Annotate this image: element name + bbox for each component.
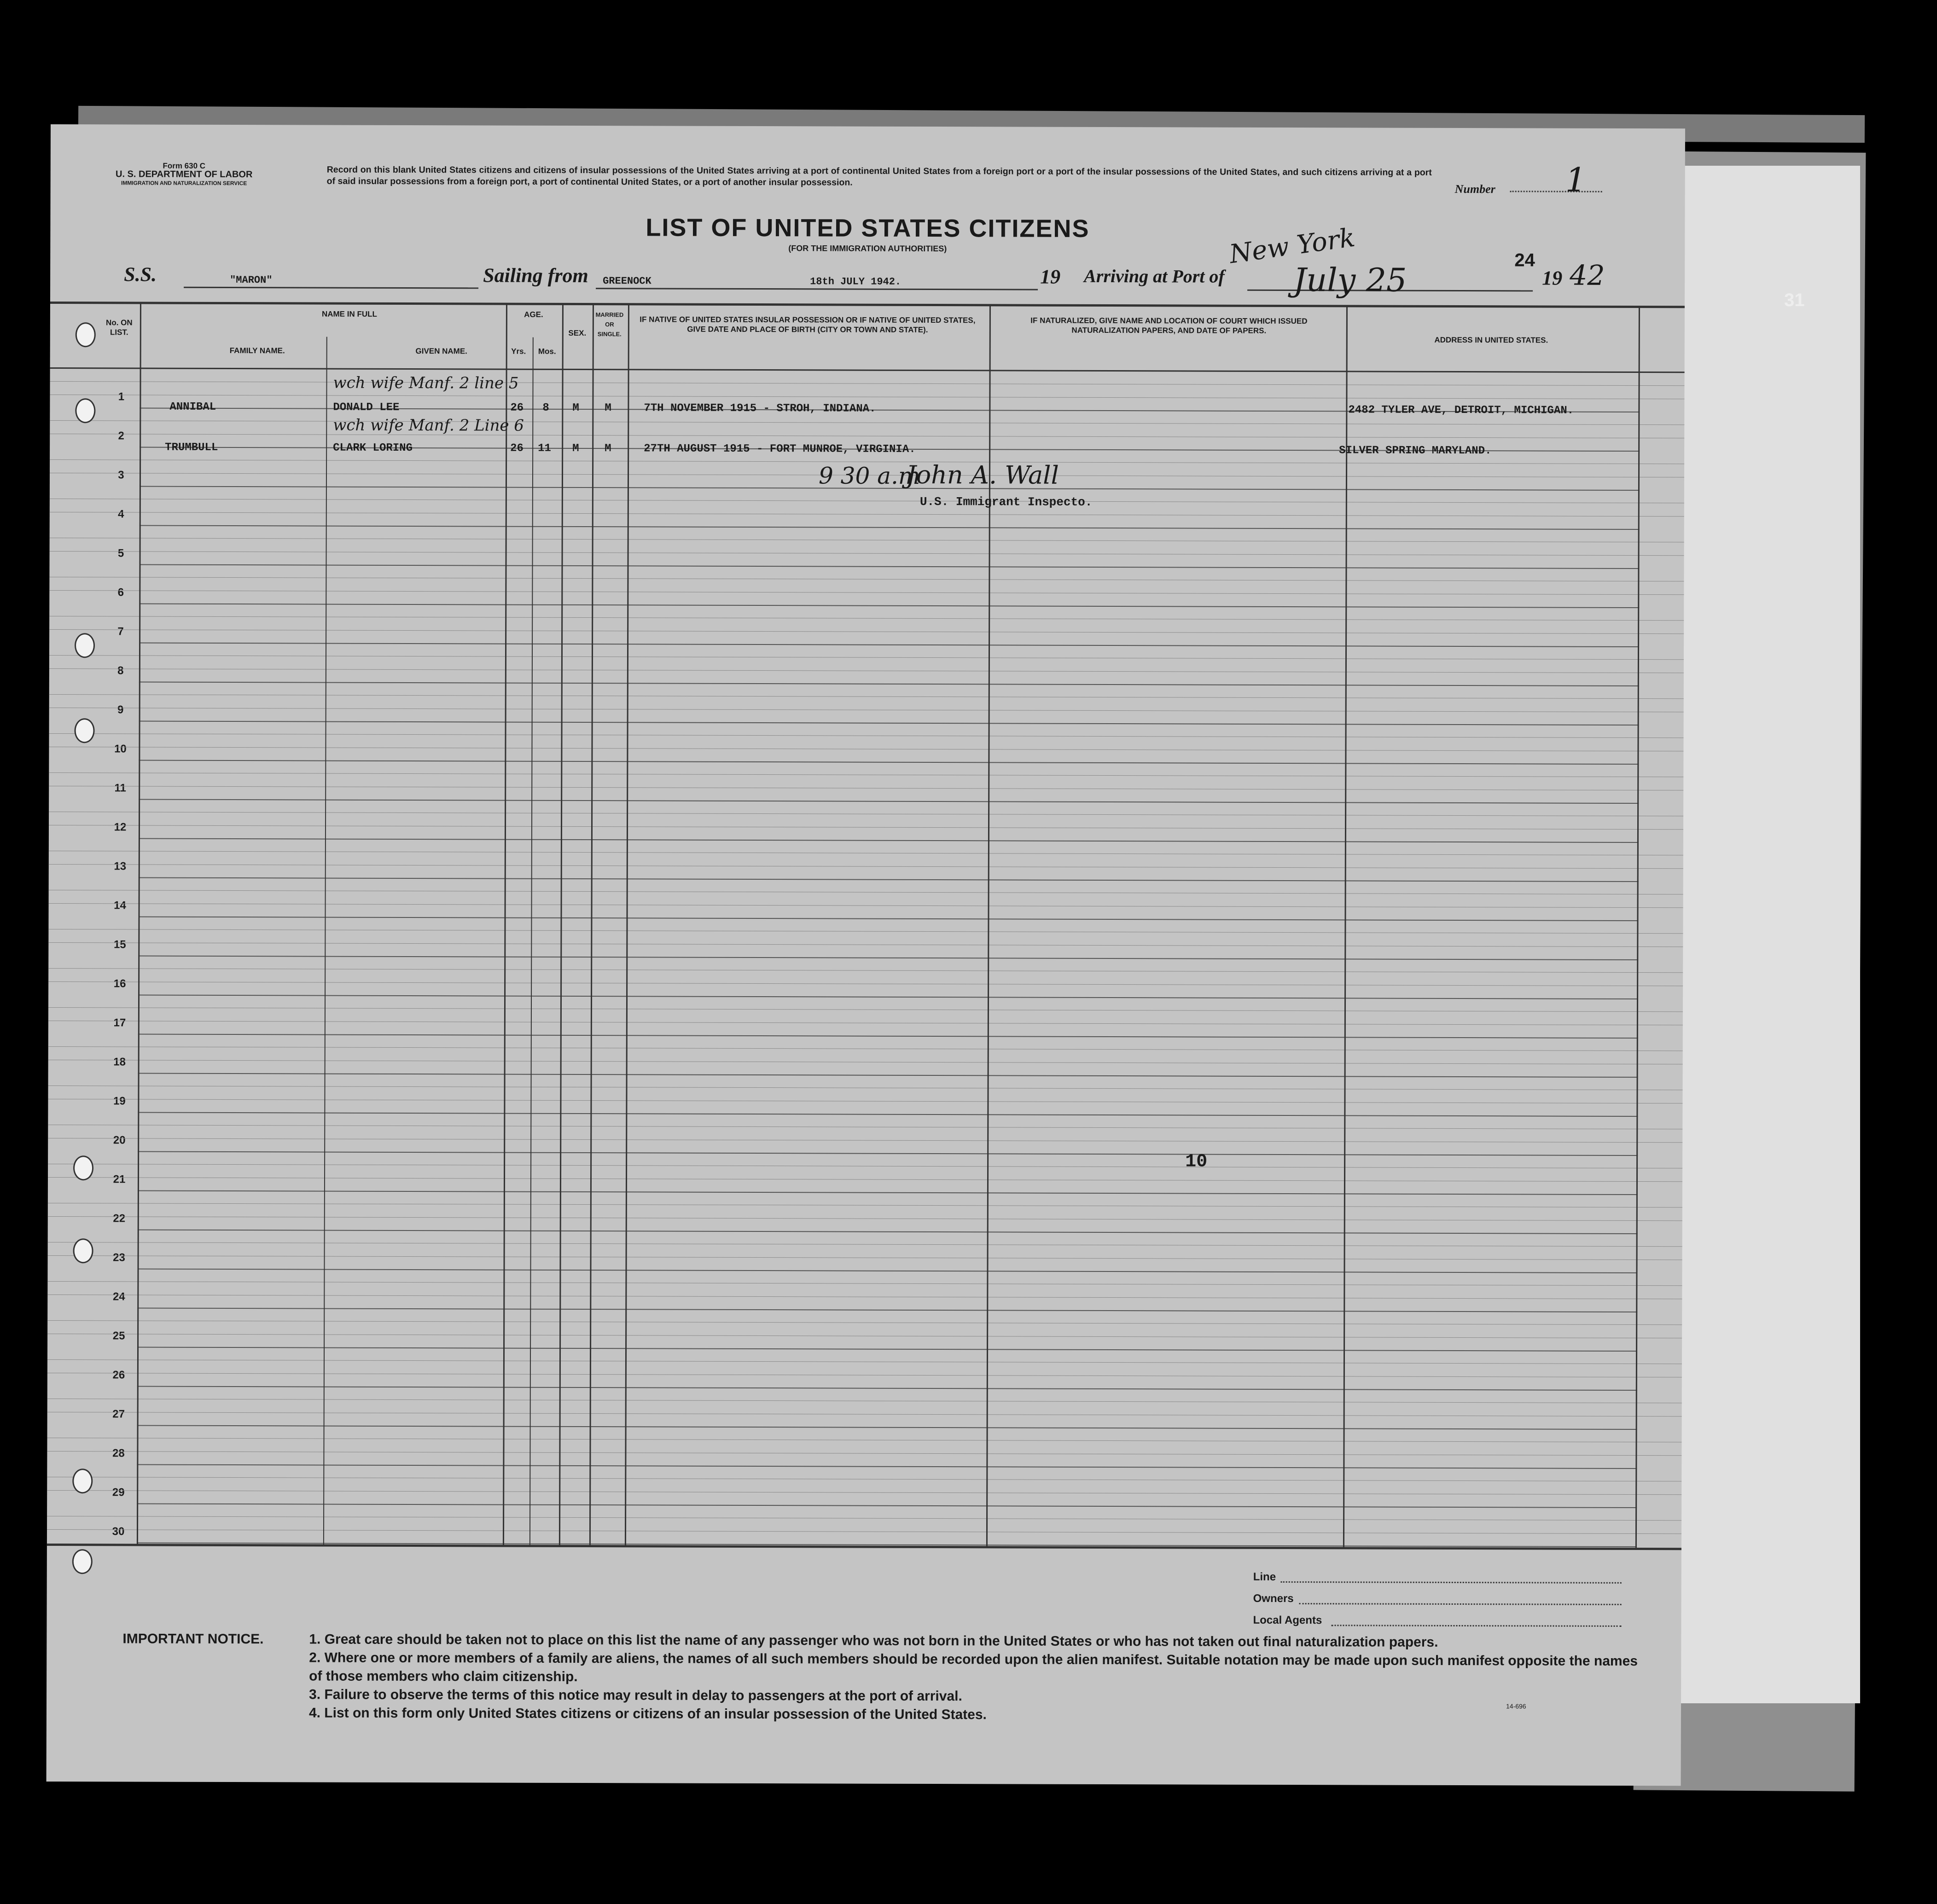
row-number: 19 bbox=[113, 1095, 126, 1108]
row-number: 5 bbox=[117, 547, 124, 560]
row-number: 25 bbox=[112, 1329, 125, 1342]
row-rule bbox=[140, 525, 1640, 530]
row-number: 21 bbox=[113, 1173, 126, 1186]
row-guide bbox=[49, 772, 1683, 777]
ship-line bbox=[184, 287, 478, 289]
row-number: 28 bbox=[112, 1447, 125, 1460]
manifest-page bbox=[47, 124, 1685, 1786]
col-given-name: GIVEN NAME. bbox=[415, 347, 467, 356]
row-number: 2 bbox=[118, 430, 124, 442]
passenger-given-name: DONALD LEE bbox=[333, 401, 400, 414]
passenger-birth: 7TH NOVEMBER 1915 - STROH, INDIANA. bbox=[644, 402, 876, 415]
col-rule bbox=[1635, 307, 1640, 1549]
service: IMMIGRATION AND NATURALIZATION SERVICE bbox=[121, 180, 247, 187]
notice-item: 1. Great care should be taken not to place on this list the name of any passenger who was not born in the United States or who has not taken out final naturalization papers. bbox=[309, 1631, 1438, 1650]
col-married: MARRIED OR SINGLE. bbox=[595, 311, 624, 338]
col-naturalized: IF NATURALIZED, GIVE NAME AND LOCATION OF COURT WHICH ISSUED NATURALIZATION PAPERS, AND DATE OF PAPERS. bbox=[1030, 316, 1308, 335]
passenger-married: M bbox=[605, 442, 611, 455]
row-guide bbox=[47, 1373, 1682, 1377]
col-rule bbox=[529, 337, 534, 1546]
print-code: 14-696 bbox=[1506, 1702, 1526, 1710]
row-rule bbox=[138, 1034, 1638, 1039]
row-rule bbox=[137, 1308, 1637, 1313]
row-guide bbox=[50, 381, 1685, 386]
row-guide bbox=[48, 1216, 1682, 1221]
row-number: 3 bbox=[118, 469, 124, 482]
col-rule bbox=[986, 305, 991, 1547]
year-prefix-2: 19 bbox=[1542, 267, 1563, 290]
number-label: Number bbox=[1454, 182, 1495, 196]
inspector-title: U.S. Immigrant Inspecto. bbox=[919, 494, 1093, 509]
row-rule bbox=[138, 1073, 1638, 1078]
row-rule bbox=[139, 877, 1639, 882]
row-rule bbox=[139, 604, 1639, 609]
sailing-line bbox=[596, 288, 1038, 290]
punch-hole bbox=[76, 322, 96, 347]
passenger-age-mos: 11 bbox=[538, 442, 552, 455]
punch-hole bbox=[75, 398, 95, 423]
row-number: 4 bbox=[118, 508, 124, 521]
row-guide bbox=[47, 1320, 1682, 1325]
inspection-time: 9 30 a.m bbox=[818, 462, 920, 489]
col-rule bbox=[1343, 306, 1348, 1548]
passenger-sex: M bbox=[572, 442, 579, 455]
instructions: Record on this blank United States citizens and citizens of insular possessions of the United States arriving at a port of continental United States from a foreign port or a port of the insular possessions of the United States, and such citizens arriving at a port of said insular possessions from a foreign port, a port of continental United States, or a port of another insular possession. bbox=[326, 164, 1432, 188]
row-guide bbox=[47, 1438, 1682, 1442]
passenger-age-yrs: 26 bbox=[510, 401, 524, 414]
row-number: 1 bbox=[118, 390, 125, 403]
row-guide bbox=[50, 395, 1684, 399]
row-guide bbox=[49, 616, 1684, 621]
col-rule bbox=[559, 304, 564, 1546]
notice-item: 4. List on this form only United States citizens or citizens of an insular possession of the United States. bbox=[308, 1705, 987, 1723]
footer-agents-label: Local Agents bbox=[1253, 1614, 1322, 1627]
notice-item: 2. Where one or more members of a family are aliens, the names of all such members should be recorded upon the alien manifest. Suitable notation may be made upon such manifest opposite the names of those members who claim citizenship. bbox=[309, 1650, 1638, 1685]
row-rule bbox=[137, 1269, 1637, 1274]
row-guide bbox=[49, 655, 1684, 660]
year-prefix: 19 bbox=[1040, 265, 1061, 288]
row-rule bbox=[137, 1386, 1637, 1391]
footer-owners-label: Owners bbox=[1253, 1592, 1294, 1605]
row-number: 14 bbox=[114, 899, 126, 912]
passenger-address: SILVER SPRING MARYLAND. bbox=[1339, 444, 1492, 458]
row-guide bbox=[50, 434, 1684, 438]
footer-line-label: Line bbox=[1253, 1570, 1276, 1583]
col-family-name: FAMILY NAME. bbox=[229, 346, 285, 355]
header-bottom-rule bbox=[50, 367, 1685, 373]
number-line bbox=[1510, 191, 1602, 192]
row-guide bbox=[48, 1099, 1682, 1103]
sailing-from: GREENOCK bbox=[603, 275, 651, 287]
page-subtitle: (FOR THE IMMIGRATION AUTHORITIES) bbox=[788, 244, 947, 254]
row-number: 26 bbox=[112, 1369, 125, 1382]
col-rule bbox=[589, 304, 594, 1546]
row-number: 9 bbox=[117, 703, 124, 716]
sailing-date: 18th JULY 1942. bbox=[810, 276, 902, 288]
row-rule bbox=[139, 643, 1639, 648]
col-mos: Mos. bbox=[538, 347, 556, 356]
inspector-signature: John A. Wall bbox=[906, 460, 1059, 490]
footer-line-rule bbox=[1281, 1581, 1622, 1584]
row-number: 15 bbox=[113, 938, 126, 951]
row-guide bbox=[47, 1334, 1682, 1338]
row-guide bbox=[47, 1477, 1681, 1481]
notice-heading: IMPORTANT NOTICE. bbox=[122, 1631, 264, 1647]
row-rule bbox=[139, 564, 1639, 569]
row-guide bbox=[47, 1412, 1682, 1416]
row-number: 6 bbox=[117, 586, 124, 599]
col-rule bbox=[137, 303, 141, 1545]
stamp-number: 10 bbox=[1185, 1151, 1208, 1173]
page-title: LIST OF UNITED STATES CITIZENS bbox=[646, 214, 1090, 243]
punch-hole bbox=[73, 1155, 93, 1180]
row-number: 11 bbox=[114, 782, 126, 795]
row-number: 27 bbox=[112, 1408, 125, 1421]
arrival-date-alt: 24 bbox=[1514, 250, 1535, 271]
row-rule bbox=[139, 799, 1639, 804]
row-rule bbox=[138, 1230, 1638, 1235]
row-guide bbox=[50, 551, 1684, 556]
row-number: 20 bbox=[113, 1134, 126, 1147]
row-guide bbox=[49, 851, 1683, 855]
row-guide bbox=[48, 1060, 1683, 1064]
punch-hole bbox=[73, 1238, 93, 1263]
row-guide bbox=[47, 1451, 1681, 1456]
back-sheet-light bbox=[1667, 166, 1860, 1703]
row-guide bbox=[49, 668, 1684, 673]
row-guide bbox=[47, 1281, 1682, 1286]
row-guide bbox=[48, 1086, 1683, 1090]
row-guide bbox=[50, 538, 1684, 542]
row-guide bbox=[49, 694, 1684, 699]
row-rule bbox=[138, 917, 1638, 922]
table-top-rule bbox=[50, 302, 1685, 308]
number-value: 1 bbox=[1565, 160, 1587, 199]
row-rule bbox=[139, 682, 1639, 687]
row-rule bbox=[138, 956, 1638, 961]
passenger-married: M bbox=[605, 402, 611, 415]
row-guide bbox=[49, 590, 1684, 595]
side-number: 31 bbox=[1784, 290, 1805, 310]
row-number: 7 bbox=[117, 625, 124, 638]
passenger-age-mos: 8 bbox=[542, 401, 549, 414]
row-guide bbox=[49, 747, 1683, 751]
passenger-family-name: TRUMBULL bbox=[165, 441, 218, 454]
row-guide bbox=[50, 420, 1684, 425]
row-number: 22 bbox=[113, 1212, 126, 1225]
row-rule bbox=[139, 721, 1639, 726]
ss-label: S.S. bbox=[124, 263, 157, 286]
punch-hole bbox=[74, 718, 94, 743]
row-guide bbox=[49, 864, 1683, 869]
arrival-port: New York bbox=[1227, 222, 1357, 270]
row-rule bbox=[138, 1151, 1638, 1156]
row-guide bbox=[49, 903, 1683, 908]
col-sex: SEX. bbox=[568, 328, 587, 338]
row-guide bbox=[48, 1125, 1682, 1129]
row-number: 13 bbox=[114, 860, 127, 873]
col-birth: IF NATIVE OF UNITED STATES INSULAR POSSESSION OR IF NATIVE OF UNITED STATES, GIVE DATE AND PLACE OF BIRTH (CITY OR TOWN AND STATE). bbox=[640, 315, 976, 334]
row-rule bbox=[137, 1464, 1637, 1469]
arrival-year: 42 bbox=[1570, 259, 1605, 292]
row-guide bbox=[49, 812, 1683, 816]
row-rule bbox=[137, 1425, 1637, 1430]
passenger-annotation: wch wife Manf. 2 Line 6 bbox=[333, 416, 524, 435]
col-address: ADDRESS IN UNITED STATES. bbox=[1434, 335, 1548, 345]
punch-hole bbox=[75, 633, 95, 658]
row-guide bbox=[47, 1529, 1681, 1534]
row-guide bbox=[48, 1255, 1682, 1260]
row-guide bbox=[48, 1007, 1683, 1012]
row-rule bbox=[138, 1112, 1638, 1117]
department: U. S. DEPARTMENT OF LABOR bbox=[115, 169, 253, 180]
row-number: 30 bbox=[112, 1525, 125, 1538]
row-rule bbox=[137, 1347, 1637, 1352]
row-number: 10 bbox=[114, 743, 127, 755]
passenger-age-yrs: 26 bbox=[510, 442, 524, 455]
row-guide bbox=[48, 1177, 1682, 1182]
row-number: 16 bbox=[113, 977, 126, 990]
row-guide bbox=[48, 1242, 1682, 1247]
col-rule bbox=[503, 304, 507, 1546]
col-name-in-full: NAME IN FULL bbox=[321, 309, 377, 319]
passenger-sex: M bbox=[572, 401, 579, 415]
footer-agents-rule bbox=[1331, 1625, 1621, 1627]
passenger-family-name: ANNIBAL bbox=[169, 401, 216, 413]
row-guide bbox=[49, 629, 1684, 634]
row-guide bbox=[48, 942, 1683, 947]
punch-hole bbox=[72, 1549, 93, 1574]
col-yrs: Yrs. bbox=[511, 347, 526, 356]
row-rule bbox=[138, 995, 1638, 1000]
row-guide bbox=[48, 1138, 1682, 1143]
col-rule bbox=[625, 304, 629, 1546]
arrival-date: July 25 bbox=[1293, 261, 1407, 299]
row-guide bbox=[48, 981, 1683, 986]
row-guide bbox=[49, 733, 1684, 738]
row-guide bbox=[49, 577, 1684, 581]
punch-hole bbox=[72, 1469, 93, 1493]
arriving-label: Arriving at Port of bbox=[1084, 265, 1225, 287]
footer-owners-rule bbox=[1299, 1603, 1622, 1605]
row-number: 17 bbox=[113, 1016, 126, 1029]
sailing-label: Sailing from bbox=[483, 264, 588, 287]
row-guide bbox=[49, 708, 1684, 712]
row-guide bbox=[50, 512, 1684, 517]
form-number: Form 630 C bbox=[163, 161, 206, 170]
row-number: 8 bbox=[117, 664, 124, 677]
row-guide bbox=[49, 890, 1683, 894]
passenger-annotation: wch wife Manf. 2 line 5 bbox=[333, 373, 519, 393]
col-rule bbox=[323, 337, 327, 1545]
col-age: AGE. bbox=[524, 310, 543, 319]
row-guide bbox=[48, 929, 1683, 934]
row-rule bbox=[137, 1503, 1637, 1509]
row-number: 18 bbox=[113, 1056, 126, 1068]
row-rule bbox=[139, 760, 1639, 765]
row-rule bbox=[138, 1190, 1638, 1196]
notice-item: 3. Failure to observe the terms of this notice may result in delay to passengers at the port of arrival. bbox=[309, 1687, 962, 1704]
row-guide bbox=[48, 1203, 1682, 1207]
row-guide bbox=[47, 1294, 1682, 1299]
col-no-on-list: No. ON LIST. bbox=[106, 318, 133, 337]
row-guide bbox=[49, 786, 1683, 790]
row-guide bbox=[48, 968, 1683, 973]
row-number: 24 bbox=[112, 1290, 125, 1303]
row-number: 23 bbox=[113, 1251, 125, 1264]
row-guide bbox=[48, 1021, 1683, 1025]
form-id bbox=[97, 161, 272, 188]
row-number: 12 bbox=[114, 821, 127, 834]
ship-name: "MARON" bbox=[230, 274, 273, 286]
row-guide bbox=[48, 1164, 1682, 1168]
row-guide bbox=[49, 825, 1683, 830]
row-guide bbox=[50, 499, 1684, 503]
row-guide bbox=[47, 1359, 1682, 1364]
row-guide bbox=[47, 1516, 1681, 1521]
passenger-given-name: CLARK LORING bbox=[333, 441, 413, 455]
passenger-birth: 27TH AUGUST 1915 - FORT MUNROE, VIRGINIA. bbox=[644, 442, 916, 456]
row-rule bbox=[139, 838, 1639, 843]
row-guide bbox=[48, 1046, 1683, 1051]
row-guide bbox=[47, 1490, 1681, 1495]
passenger-address: 2482 TYLER AVE, DETROIT, MICHIGAN. bbox=[1348, 404, 1574, 417]
notice-items bbox=[309, 1630, 1649, 1726]
row-number: 29 bbox=[112, 1486, 125, 1499]
row-guide bbox=[47, 1399, 1682, 1403]
